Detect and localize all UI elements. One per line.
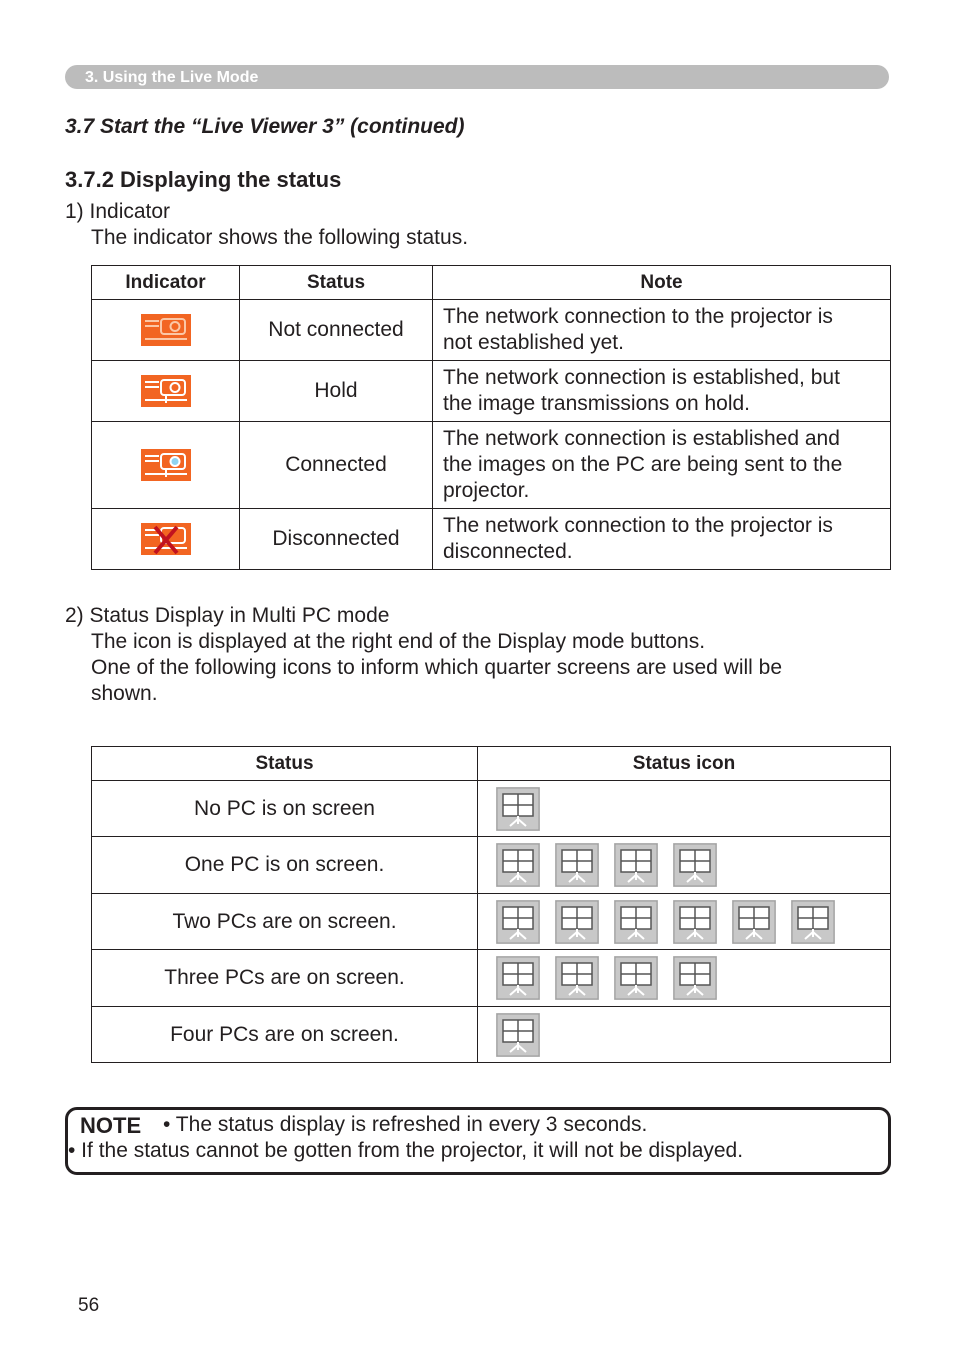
multi-pc-line1: The icon is displayed at the right end of the Display mode buttons. bbox=[91, 630, 706, 653]
projector-connected-icon bbox=[141, 449, 191, 481]
status-icon-cell bbox=[478, 837, 891, 894]
table-row bbox=[92, 300, 891, 361]
indicator-cell bbox=[92, 361, 240, 422]
note-line: the images on the PC are being sent to the bbox=[443, 453, 843, 476]
quarter-screen-icon bbox=[614, 843, 658, 887]
quarter-screen-icon bbox=[555, 956, 599, 1000]
status-cell: Hold bbox=[240, 361, 433, 422]
indicator-heading: 1) Indicator bbox=[65, 200, 171, 223]
col-header-status: Status bbox=[240, 266, 433, 300]
note-line2: • If the status cannot be gotten from the projector, it will not be displayed. bbox=[68, 1139, 744, 1162]
indicator-cell bbox=[92, 509, 240, 570]
quarter-screen-icon bbox=[496, 1013, 540, 1057]
table-header-row bbox=[92, 747, 891, 781]
multi-pc-heading: 2) Status Display in Multi PC mode bbox=[65, 604, 390, 627]
note-line: The network connection is established and bbox=[443, 427, 840, 450]
subsection-title: 3.7.2 Displaying the status bbox=[65, 167, 342, 192]
col-header-note: Note bbox=[433, 266, 891, 300]
indicator-cell bbox=[92, 422, 240, 509]
note-line: disconnected. bbox=[443, 540, 573, 563]
section-header-label: 3. Using the Live Mode bbox=[85, 69, 259, 86]
note-line: not established yet. bbox=[443, 331, 624, 354]
quarter-screen-icon bbox=[614, 956, 658, 1000]
note-line: The network connection to the projector is bbox=[443, 305, 833, 328]
status-cell: No PC is on screen bbox=[92, 781, 478, 837]
col-header-status: Status bbox=[92, 747, 478, 781]
status-cell: Disconnected bbox=[240, 509, 433, 570]
quarter-screen-icon bbox=[496, 956, 540, 1000]
quarter-screen-icon bbox=[555, 900, 599, 944]
status-icon-cell bbox=[478, 781, 891, 837]
projector-disconnected-icon bbox=[141, 523, 191, 555]
quarter-screen-icon bbox=[496, 900, 540, 944]
note-line: the image transmissions on hold. bbox=[443, 392, 750, 415]
section-header-bar bbox=[65, 65, 889, 89]
note-box bbox=[65, 1107, 891, 1175]
col-header-indicator: Indicator bbox=[92, 266, 240, 300]
indicator-cell bbox=[92, 300, 240, 361]
table-row bbox=[92, 781, 891, 837]
quarter-screen-icon bbox=[496, 843, 540, 887]
col-header-status-icon: Status icon bbox=[478, 747, 891, 781]
note-cell bbox=[433, 509, 891, 570]
quarter-screen-icon bbox=[673, 843, 717, 887]
note-cell bbox=[433, 422, 891, 509]
status-icon-cell bbox=[478, 894, 891, 950]
quarter-screen-icon bbox=[732, 900, 776, 944]
status-cell: Not connected bbox=[240, 300, 433, 361]
quarter-screen-icon bbox=[673, 956, 717, 1000]
status-cell: Three PCs are on screen. bbox=[92, 950, 478, 1007]
table-row bbox=[92, 1007, 891, 1063]
section-title: 3.7 Start the “Live Viewer 3” (continued) bbox=[65, 115, 465, 138]
status-cell: Four PCs are on screen. bbox=[92, 1007, 478, 1063]
quarter-screen-icon bbox=[673, 900, 717, 944]
status-cell: One PC is on screen. bbox=[92, 837, 478, 894]
page-number: 56 bbox=[78, 1295, 100, 1316]
table-row bbox=[92, 422, 891, 509]
table-row bbox=[92, 894, 891, 950]
note-line: projector. bbox=[443, 479, 530, 502]
multi-pc-status-table bbox=[91, 746, 891, 1063]
note-cell bbox=[433, 361, 891, 422]
table-row bbox=[92, 361, 891, 422]
quarter-screen-icon bbox=[791, 900, 835, 944]
quarter-screen-icon bbox=[496, 787, 540, 831]
table-header-row bbox=[92, 266, 891, 300]
table-row bbox=[92, 837, 891, 894]
note-line: The network connection is established, but bbox=[443, 366, 840, 389]
multi-pc-line2: One of the following icons to inform which quarter screens are used will be bbox=[91, 656, 783, 679]
projector-not-connected-icon bbox=[141, 314, 191, 346]
quarter-screen-icon bbox=[555, 843, 599, 887]
indicator-table bbox=[91, 265, 891, 570]
table-row bbox=[92, 509, 891, 570]
projector-hold-icon bbox=[141, 375, 191, 407]
table-row bbox=[92, 950, 891, 1007]
quarter-screen-icon bbox=[614, 900, 658, 944]
status-icon-cell bbox=[478, 950, 891, 1007]
note-line: The network connection to the projector is bbox=[443, 514, 833, 537]
indicator-intro: The indicator shows the following status. bbox=[91, 226, 469, 249]
note-label: NOTE bbox=[80, 1113, 142, 1138]
multi-pc-line3: shown. bbox=[91, 682, 158, 705]
note-line1: • The status display is refreshed in every 3 seconds. bbox=[163, 1113, 648, 1136]
status-icon-cell bbox=[478, 1007, 891, 1063]
status-cell: Two PCs are on screen. bbox=[92, 894, 478, 950]
note-cell bbox=[433, 300, 891, 361]
status-cell: Connected bbox=[240, 422, 433, 509]
